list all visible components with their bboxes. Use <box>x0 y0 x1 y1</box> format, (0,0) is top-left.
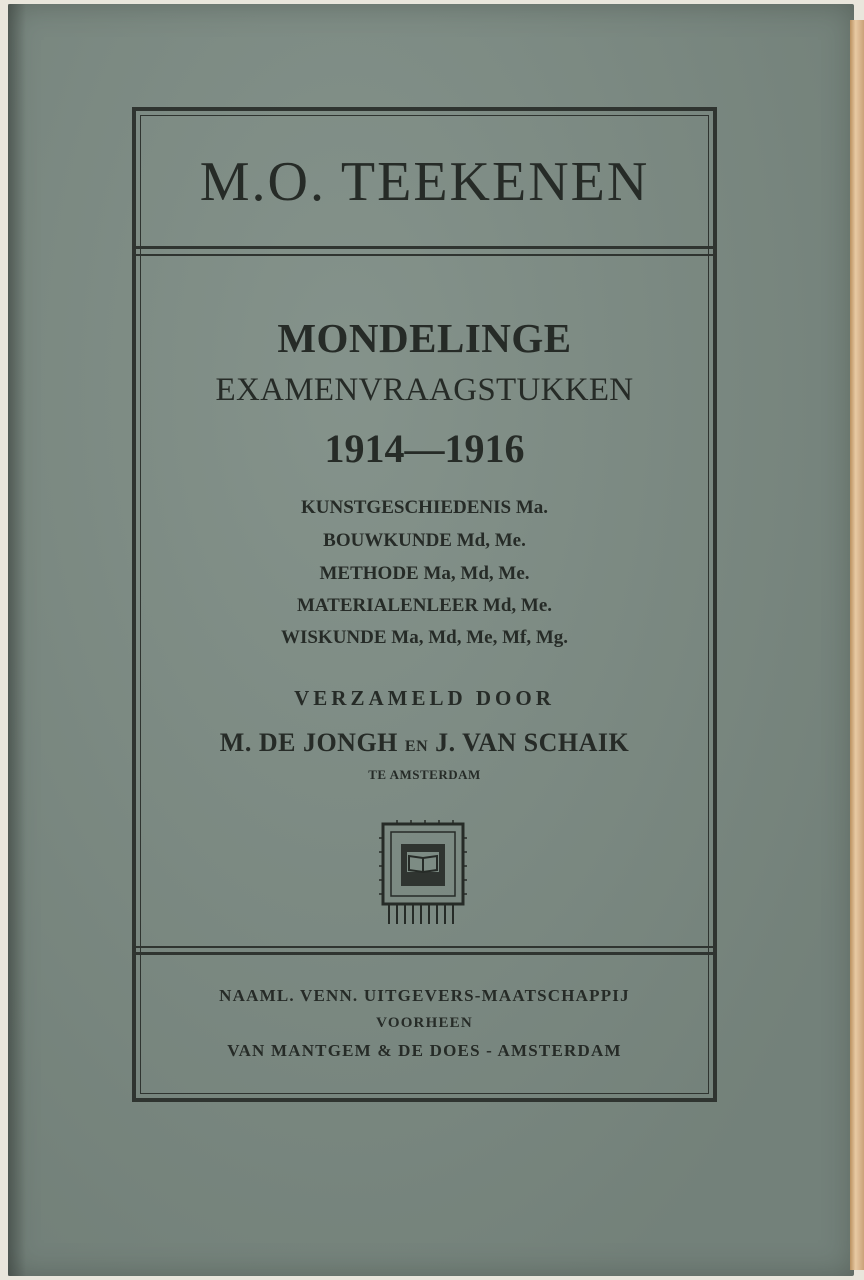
publisher-line-3: VAN MANTGEM & DE DOES - AMSTERDAM <box>227 1041 622 1060</box>
book-subtitle-2: EXAMENVRAAGSTUKKEN <box>215 372 634 408</box>
publisher-line-2: VOORHEEN <box>376 1015 473 1031</box>
subject-line: KUNSTGESCHIEDENIS Ma. <box>300 497 549 518</box>
publisher-divider-thin <box>132 946 717 948</box>
publisher-line-1: NAAML. VENN. UITGEVERS-MAATSCHAPPIJ <box>219 986 630 1005</box>
title-divider <box>132 246 717 249</box>
author-1: M. DE JONGH <box>219 728 398 757</box>
page-edge <box>850 20 864 1270</box>
subject-line: MATERIALENLEER Md, Me. <box>296 595 553 616</box>
author-city: TE AMSTERDAM <box>368 767 481 782</box>
collected-by: VERZAMELD DOOR <box>294 686 555 710</box>
author-2: J. VAN SCHAIK <box>435 728 630 757</box>
title-divider-thin <box>132 254 717 256</box>
book-subtitle: MONDELINGE <box>277 315 572 361</box>
subject-line: METHODE Ma, Md, Me. <box>319 563 530 584</box>
book-years: 1914—1916 <box>324 426 525 471</box>
subject-line: BOUWKUNDE Md, Me. <box>323 530 526 551</box>
book-spine-shadow <box>8 4 26 1276</box>
subject-line: WISKUNDE Ma, Md, Me, Mf, Mg. <box>280 627 569 648</box>
book-title: M.O. TEEKENEN <box>199 151 650 213</box>
publisher-divider <box>132 952 717 955</box>
author-conjunction: EN <box>404 738 429 755</box>
authors-line <box>140 728 709 758</box>
publisher-emblem-icon <box>377 818 469 928</box>
